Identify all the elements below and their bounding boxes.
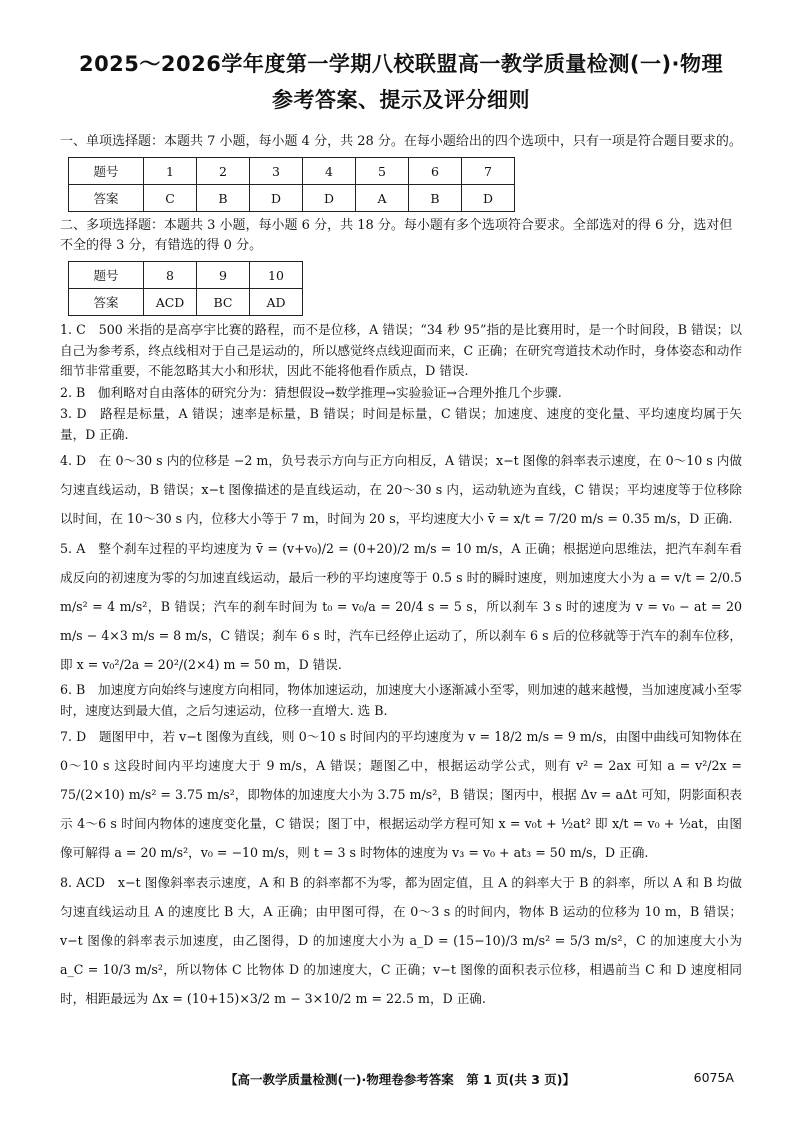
answer-cell: D bbox=[250, 185, 303, 212]
explanation-item: 8. ACD x−t 图像斜率表示速度，A 和 B 的斜率都不为零，都为固定值，且 A 的斜率大于 B 的斜率，所以 A 和 B 均做匀速直线运动且 A 的速度比 B 大，A 正确；由甲图可得，在 0～3 s 的时间内，物体 B 运动的位移为 10 m，B 错误；v−t 图像的斜率表示加速度，由乙图得，D 的加速度大小为 a_D = (15−10)/3 m/s² = 5/3 m/s²，C 的加速度大小为 a_C = 10/3 m/s²，所以物体 C 比物体 D 的加速度大，C 正确；v−t 图像的面积表示位移，相遇前当 C 和 D 速度相同时，相距最远为 Δx = (10+15)×3/2 m − 3×10/2 m = 22.5 m，D 正确. bbox=[60, 875, 742, 1006]
answer-row bbox=[69, 289, 303, 316]
explanations-list bbox=[60, 320, 742, 1013]
multiple-choice-answer-table bbox=[68, 261, 303, 316]
answer-cell: BC bbox=[197, 289, 250, 316]
question-number-row bbox=[69, 262, 303, 289]
page-footer bbox=[0, 1070, 800, 1088]
question-cell: 4 bbox=[303, 158, 356, 185]
question-cell: 8 bbox=[144, 262, 197, 289]
answer-row bbox=[69, 185, 515, 212]
answer-cell: D bbox=[462, 185, 515, 212]
section-1-heading: 一、单项选择题：本题共 7 小题，每小题 4 分，共 28 分。在每小题给出的四个选项中，只有一项是符合题目要求的。 bbox=[60, 134, 742, 149]
answer-cell: ACD bbox=[144, 289, 197, 316]
single-choice-answer-table bbox=[68, 157, 515, 212]
question-cell: 5 bbox=[356, 158, 409, 185]
answer-cell: A bbox=[356, 185, 409, 212]
explanation-item: 4. D 在 0～30 s 内的位移是 −2 m，负号表示方向与正方向相反，A 错误；x−t 图像的斜率表示速度，在 0～10 s 内做匀速直线运动，B 错误；x−t 图像描述的是直线运动，在 20～30 s 内，运动轨迹为直线，C 错误；平均速度等于位移除以时间，在 10～30 s 内，位移大小等于 7 m，时间为 20 s，平均速度大小 v̄ = x/t = 7/20 m/s = 0.35 m/s，D 正确. bbox=[60, 453, 742, 526]
question-cell: 10 bbox=[250, 262, 303, 289]
section-2-heading: 二、多项选择题：本题共 3 小题，每小题 6 分，共 18 分。每小题有多个选项符合要求。全部选对的得 6 分，选对但不全的得 3 分，有错选的得 0 分。 bbox=[60, 218, 733, 253]
question-cell: 3 bbox=[250, 158, 303, 185]
question-number-row bbox=[69, 158, 515, 185]
answer-cell: B bbox=[197, 185, 250, 212]
question-cell: 1 bbox=[144, 158, 197, 185]
answer-cell: C bbox=[144, 185, 197, 212]
explanation-item: 6. B 加速度方向始终与速度方向相同，物体加速运动，加速度大小逐渐减小至零，则加速的越来越慢，当加速度减小至零时，速度达到最大值，之后匀速运动，位移一直增大. 选 B. bbox=[60, 682, 742, 718]
explanation-item: 7. D 题图甲中，若 v−t 图像为直线，则 0～10 s 时间内的平均速度为 v = 18/2 m/s = 9 m/s，由图中曲线可知物体在 0～10 s 这段时间内平均速度大于 9 m/s，A 错误；题图乙中，根据运动学公式，则有 v² = 2ax 可知 a = v²/2x = 75/(2×10) m/s² = 3.75 m/s²，即物体的加速度大小为 3.75 m/s²，B 错误；图丙中，根据 Δv = aΔt 可知，阴影面积表示 4～6 s 时间内物体的速度变化量，C 错误；图丁中，根据运动学方程可知 x = v₀t + ½at² 即 x/t = v₀ + ½at，由图像可解得 a = 20 m/s²，v₀ = −10 m/s，则 t = 3 s 时物体的速度为 v₃ = v₀ + at₃ = 50 m/s，D 正确. bbox=[60, 729, 742, 860]
title-line-2: 参考答案、提示及评分细则 bbox=[272, 88, 530, 112]
row-label-question: 题号 bbox=[69, 158, 144, 185]
document-title bbox=[60, 48, 742, 116]
title-line-1: 2025～2026学年度第一学期八校联盟高一教学质量检测(一)·物理 bbox=[78, 52, 724, 76]
explanation-item: 1. C 500 米指的是高亭宇比赛的路程，而不是位移，A 错误；“34 秒 95”指的是比赛用时，是一个时间段，B 错误；以自己为参考系，终点线相对于自己是运动的，所以感觉终点线迎面而来，C 正确；在研究弯道技术动作时，身体姿态和动作细节非常重要，不能忽略其大小和形状，因此不能将他看作质点，D 错误. bbox=[60, 322, 742, 378]
explanation-item: 5. A 整个刹车过程的平均速度为 v̄ = (v+v₀)/2 = (0+20)/2 m/s = 10 m/s，A 正确；根据逆向思维法，把汽车刹车看成反向的初速度为零的匀加速直线运动，最后一秒的平均速度等于 0.5 s 时的瞬时速度，则加速度大小为 a = v/t = 2/0.5 m/s² = 4 m/s²，B 错误；汽车的刹车时间为 t₀ = v₀/a = 20/4 s = 5 s，所以刹车 3 s 时的速度为 v = v₀ − at = 20 m/s − 4×3 m/s = 8 m/s，C 错误；刹车 6 s 时，汽车已经停止运动了，所以刹车 6 s 后的位移就等于汽车的刹车位移，即 x = v₀²/2a = 20²/(2×4) m = 50 m，D 错误. bbox=[60, 541, 742, 672]
explanation-item: 3. D 路程是标量，A 错误；速率是标量，B 错误；时间是标量，C 错误；加速度、速度的变化量、平均速度均属于矢量，D 正确. bbox=[60, 406, 742, 442]
row-label-answer: 答案 bbox=[69, 185, 144, 212]
row-label-question: 题号 bbox=[69, 262, 144, 289]
explanation-item: 2. B 伽利略对自由落体的研究分为：猜想假设→数学推理→实验验证→合理外推几个步骤. bbox=[60, 384, 562, 400]
row-label-answer: 答案 bbox=[69, 289, 144, 316]
footer-label: 【高一教学质量检测(一)·物理卷参考答案 第 1 页(共 3 页)】 bbox=[225, 1072, 575, 1087]
document-code: 6075A bbox=[693, 1070, 734, 1085]
question-cell: 7 bbox=[462, 158, 515, 185]
answer-cell: AD bbox=[250, 289, 303, 316]
question-cell: 2 bbox=[197, 158, 250, 185]
question-cell: 6 bbox=[409, 158, 462, 185]
question-cell: 9 bbox=[197, 262, 250, 289]
answer-cell: B bbox=[409, 185, 462, 212]
answer-cell: D bbox=[303, 185, 356, 212]
